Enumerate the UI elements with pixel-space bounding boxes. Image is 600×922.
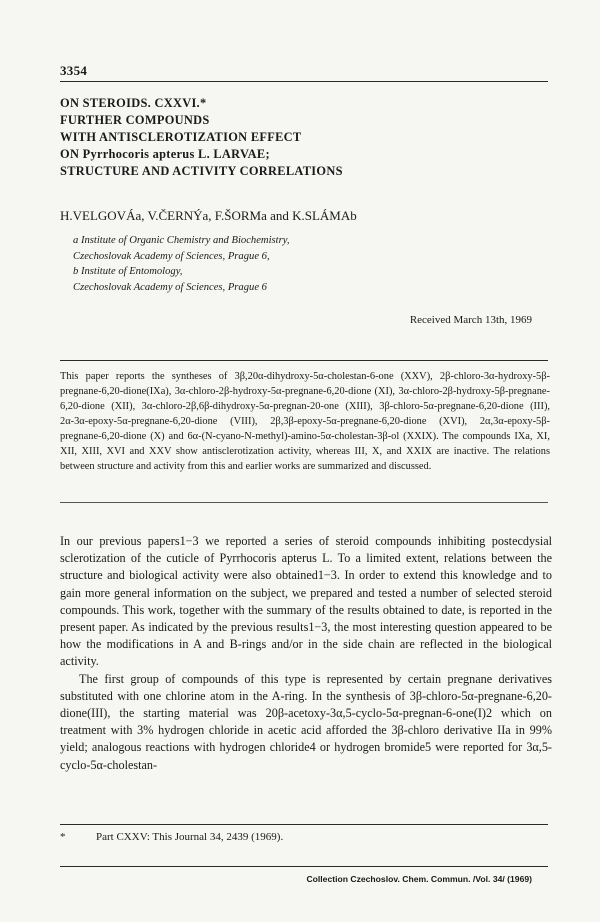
- abstract-bottom-rule: [60, 502, 548, 503]
- abstract-top-rule: [60, 360, 548, 361]
- footer-rule: [60, 866, 548, 867]
- affiliation-line: Czechoslovak Academy of Sciences, Prague 6,: [73, 250, 270, 262]
- article-title: [60, 95, 530, 180]
- footnote-mark: *: [60, 831, 66, 843]
- affiliation-line: Czechoslovak Academy of Sciences, Prague 6: [73, 281, 267, 293]
- journal-citation: Collection Czechoslov. Chem. Commun. /Vol. 34/ (1969): [306, 874, 532, 884]
- page-number: 3354: [60, 63, 88, 78]
- affiliation-line: a Institute of Organic Chemistry and Biochemistry,: [73, 235, 290, 246]
- header-rule: [60, 81, 548, 82]
- footnote: [60, 831, 283, 843]
- footnote-text: Part CXXV: This Journal 34, 2439 (1969).: [96, 831, 284, 843]
- title-line: STRUCTURE AND ACTIVITY CORRELATIONS: [60, 164, 343, 178]
- footnote-rule: [60, 824, 548, 825]
- title-line: ON Pyrrhocoris apterus L. LARVAE;: [60, 147, 270, 161]
- body-text: [60, 533, 552, 774]
- abstract: This paper reports the syntheses of 3β,20α-dihydroxy-5α-cholestan-6-one (XXV), 2β-chloro-3α-hydroxy-5β-pregnane-6,20-dione(IXa), 3α-chloro-2β-hydroxy-5α-pregnane-6,20-dione (XI), 3α-chloro-2β-hydroxy-5β-pregnane-6,20-dione (XII), 3α-chloro-2β,6β-dihydroxy-5α-pregnan-20-one (XIII), 3β-chloro-5α-pregnane-6,20-dione (III), 2α-3α-epoxy-5α-pregnane-6,20-dione (VIII), 2β,3β-epoxy-5α-pregnane-6,20-dione (XVI), 2α,3α-epoxy-5β-pregnane-6,20-dione (X) and 6α-(N-cyano-N-methyl)-amino-5α-cholestan-3β-ol (XXIX). The compounds IXa, XI, XII, XIII, XVI and XXV show antisclerotization activity, whereas III, X, and XXIX are inactive. The relations between structure and activity from this and earlier works are summarized and discussed.: [60, 371, 550, 472]
- title-line: FURTHER COMPOUNDS: [60, 113, 210, 127]
- paragraph: The first group of compounds of this type is represented by certain pregnane derivatives substituted with one chlorine atom in the A-ring. In the synthesis of 3β-chloro-5α-pregnane-6,20-dione(III), the starting material was 20β-acetoxy-3α,5-cyclo-5α-pregnan-6-one(I)2 which on treatment with 3% hydrogen chloride in acetic acid afforded the 3β-chloro derivative IIa in 99% yield; analogous reactions with hydrogen chloride4 or hydrogen bromide5 were reported for 3α,5-cyclo-5α-cholestan-: [60, 671, 552, 772]
- affiliations: [73, 233, 289, 295]
- title-line: WITH ANTISCLEROTIZATION EFFECT: [60, 130, 302, 144]
- paragraph: In our previous papers1−3 we reported a series of steroid compounds inhibiting postecdysial sclerotization of the cuticle of Pyrrhocoris apterus L. To a limited extent, relations between the structure and biological activity were also obtained1−3. In order to extend this knowledge and to gain more general information on the subject, we prepared and tested a number of selected steroid compounds. This work, together with the summary of the results obtained to date, is reported in the present paper. As indicated by the previous results1−3, the most interesting question appeared to be how the modifications in A and B-rings and/or in the side chain are reflected in the biological activity.: [60, 534, 552, 669]
- author-list: H.VELGOVÁa, V.ČERNÝa, F.ŠORMa and K.SLÁMAb: [60, 208, 357, 223]
- affiliation-line: b Institute of Entomology,: [73, 266, 183, 277]
- received-date: Received March 13th, 1969: [409, 314, 532, 326]
- title-line: ON STEROIDS. CXXVI.*: [60, 96, 207, 110]
